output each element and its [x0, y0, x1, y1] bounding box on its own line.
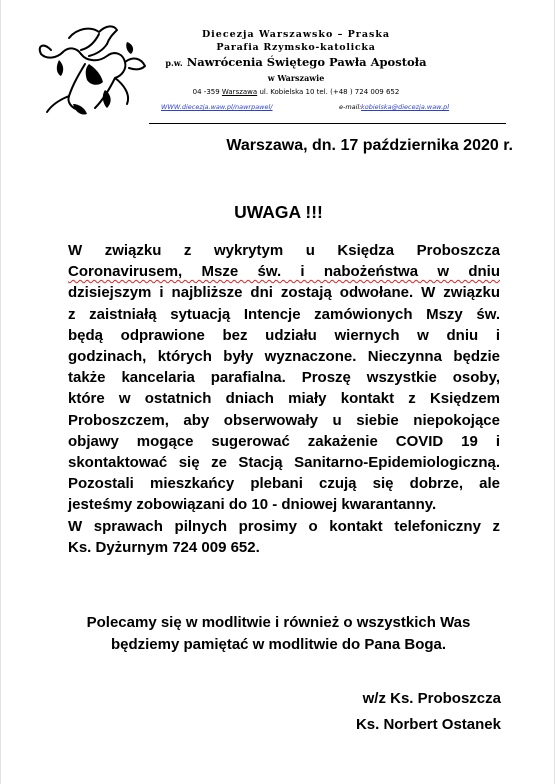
- paragraph-line: jesteśmy zobowiązani do 10 - dniowej kwarantanny.: [68, 496, 437, 514]
- paragraph-line: dzisiejszym i najbliższe dni zostają odwołane. W związku: [68, 284, 500, 302]
- diocese-name: Diecezja Warszawsko – Praska: [201, 29, 391, 40]
- paragraph-line: będą odprawione bez udziału wiernych w dniu i: [68, 326, 500, 344]
- website-link[interactable]: WWW.diecezja.waw.pl/nawrpawel/: [161, 103, 273, 111]
- closing-prayer: [41, 612, 516, 656]
- paragraph-line: godzinach, których były wyznaczone. Nieczynna będzie: [68, 348, 500, 366]
- address-postcode: 04 -359: [192, 88, 220, 96]
- parish-address: [151, 85, 441, 99]
- parish-name: Nawrócenia Świętego Pawła Apostoła: [186, 55, 427, 69]
- closing-line-2: będziemy pamiętać w modlitwie do Pana Boga.: [110, 636, 447, 653]
- address-street-phone: ul. Kobielska 10 tel. (+48 ) 724 009 652: [259, 88, 400, 96]
- signature-block: [301, 686, 501, 738]
- paragraph-line: Pozostali mieszkańcy plebani czują się dobrze, ale: [68, 475, 500, 493]
- parish-logo-pegasus-icon: [29, 20, 155, 118]
- letter-date: Warszawa, dn. 17 października 2020 r.: [226, 137, 513, 154]
- address-city: Warszawa: [221, 88, 258, 96]
- paragraph-line: W sprawach pilnych prosimy o kontakt telefoniczny z: [68, 517, 500, 535]
- parish-type: Parafia Rzymsko-katolicka: [216, 42, 376, 53]
- header-divider: [149, 123, 506, 124]
- paragraph-line: skontaktować się ze Stacją Sanitarno-Epidemiologiczną.: [68, 454, 500, 472]
- parish-city: w Warszawie: [267, 73, 325, 83]
- email-label: e-mail:: [339, 103, 362, 111]
- closing-line-1: Polecamy się w modlitwie i również o wszystkich Was: [86, 614, 471, 631]
- contact-links: [161, 103, 461, 111]
- paragraph-line: Proboszczem, aby obserwowały u siebie niepokojące: [68, 411, 500, 429]
- signature-role: w/z Ks. Proboszcza: [362, 690, 501, 707]
- paragraph-line: które w ostatnich dniach miały kontakt z Księdzem: [68, 390, 500, 408]
- email-link[interactable]: kobielska@diecezja.waw.pl: [361, 103, 450, 111]
- parish-name-line: [151, 54, 441, 72]
- signature-name-text: Ks. Norbert Ostanek: [355, 716, 501, 733]
- announcement-paragraph: [68, 240, 500, 558]
- parish-letterhead: [151, 28, 441, 99]
- paragraph-line: Coronavirusem, Msze św. i nabożeństwa w dniu: [68, 263, 500, 281]
- letter-title: UWAGA !!!: [234, 202, 323, 222]
- paragraph-line: także kancelaria parafialna. Proszę wszystkie osoby,: [68, 369, 500, 387]
- paragraph-line: objawy mogące sugerować zakażenie COVID 19 i: [68, 432, 500, 450]
- paragraph-line: z zaistniałą sytuacją Intencje zamówionych Mszy św.: [68, 305, 500, 323]
- parish-prefix: p.w.: [165, 58, 183, 68]
- signature-name: [301, 712, 501, 738]
- paragraph-line: W związku z wykrytym u Księdza Proboszcza: [68, 242, 500, 259]
- paragraph-line: Ks. Dyżurnym 724 009 652.: [68, 538, 260, 556]
